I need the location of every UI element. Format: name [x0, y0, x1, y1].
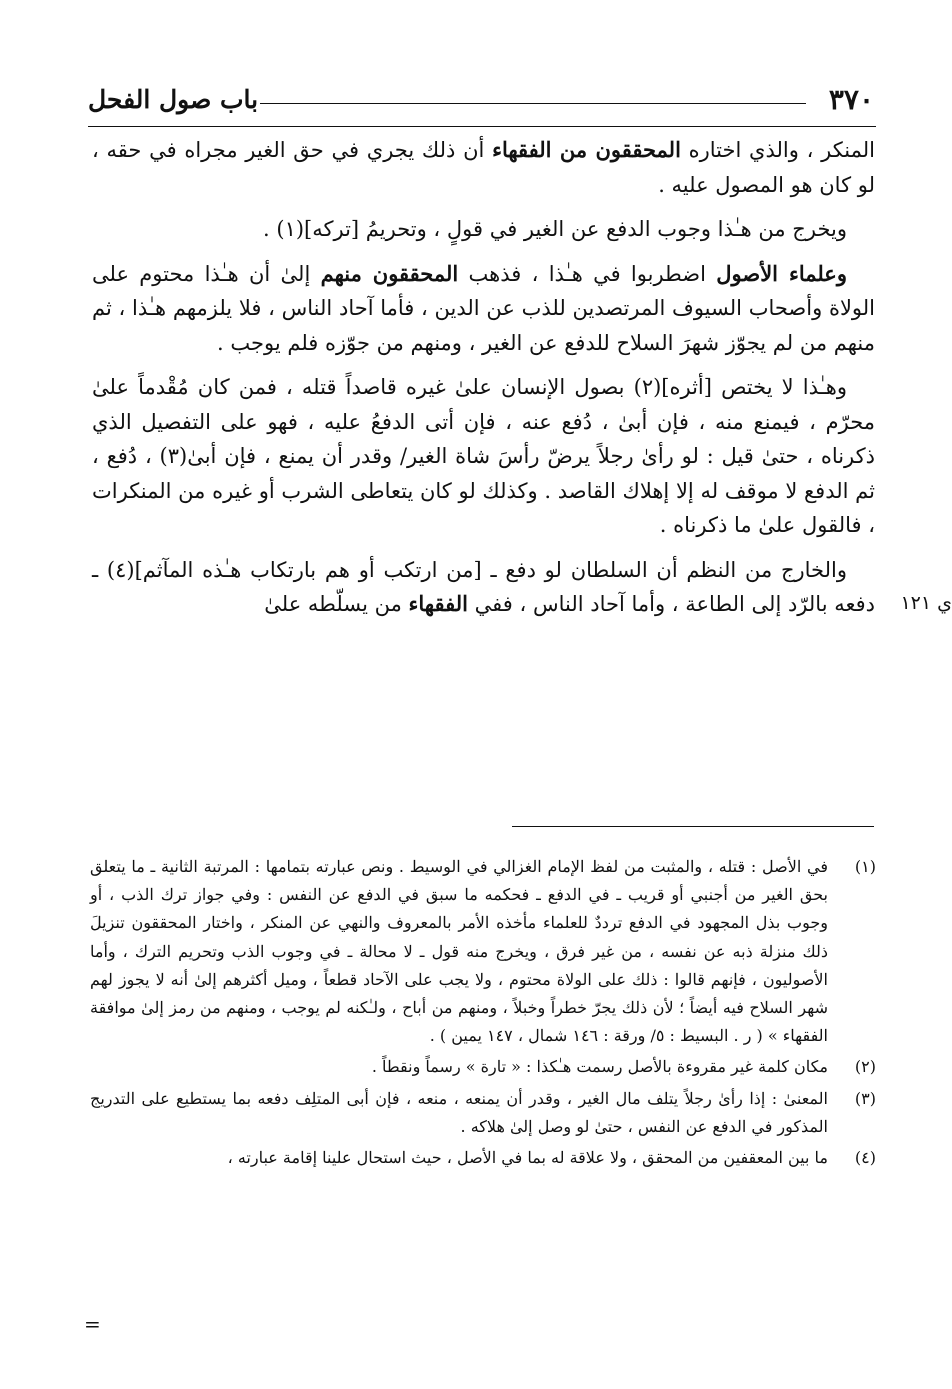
footnote-number: (٣)	[854, 1088, 876, 1108]
footnote-text: في الأصل : قتله ، والمثبت من لفظ الإمام الغزالي في الوسيط . ونص عبارته بتمامها : المرتبة الثانية ـ ما يتعلق بحق الغير من أجنبي أو قريب ـ في الدفع ـ فحكمه ما سبق في الدفع عن النفس : وفي جواز ترك الذب ، أو وجوب بذل المجهود في الدفع ترددٌ للعلماء مأخذه الأمر بالمعروف والنهي عن المنكر ، واختار المحققون تنزيلَ ذلك منزلة ذبه عن نفسه ، من غير فرق ، ويخرج منه قول ـ لا محالة ـ في وجوب الذب وتحريم الترك ، وأما الأصوليون ، فإنهم قالوا : ذلك على الولاة محتوم ، ولا يجب على الآحاد قطعاً ، وميل أكثرهم إلىٰ أنه لا يجوز لهم شهر السلاح فيه أيضاً ؛ لأن ذلك يجرّ خطراً وخبلاً ، ومنهم من أباح ، ولـٰكنه لم يوجب ، ومنهم من رمز إلىٰ موافقة الفقهاء » ( ر . البسيط : ٥/ ورقة : ١٤٦ شمال ، ١٤٧ يمين ) .	[90, 857, 829, 1046]
footnote	[90, 1144, 876, 1172]
paragraph-1: المنكر ، والذي اختاره المحققون من الفقهاء أن ذلك يجري في حق الغير مجراه في حقه ، لو كان هو المصول عليه .	[92, 137, 875, 197]
continuation-mark: =	[84, 1312, 101, 1336]
paragraph-5: والخارج من النظم أن السلطان لو دفع ـ [من ارتكب أو هم بارتكاب هـٰذه المآثم](٤) ـ دفعه بالرّد إلى الطاعة ، وأما آحاد الناس ، ففي الفقهاء من يسلّطه علىٰ	[92, 557, 875, 616]
footnote-number: (٢)	[854, 1057, 876, 1077]
running-title: باب صول الفحل	[88, 85, 259, 114]
footnote-number: (٤)	[854, 1148, 876, 1168]
page-header	[88, 82, 878, 122]
header-underline	[88, 126, 876, 127]
footnote	[90, 1053, 876, 1081]
footnote-text: مكان كلمة غير مقروءة بالأصل رسمت هـٰكذا : « تارة » رسماً ونقطاً .	[371, 1057, 828, 1077]
paragraph-4: وهـٰذا لا يختص [أثره](٢) بصول الإنسان علىٰ غيره قاصداً قتله ، فمن كان مُقْدماً علىٰ محرّم ، فيمنع منه ، فإن أبىٰ ، دُفع عنه ، فإن أتى الدفعُ عليه ، فهو على التفصيل الذي ذكرناه ، حتىٰ قيل : لو رأىٰ رجلاً يرضّ رأسَ شاة الغير/ وقدر أن يمنع ، فإن أبىٰ(٣) ، دُفع ، ثم الدفع لا موقف له إلا إهلاك القاصد . وكذلك لو كان يتعاطى الشرب أو غيره من المنكرات ، فالقول علىٰ ما ذكرناه .	[92, 375, 875, 537]
paragraph-3: وعلماء الأصول اضطربوا في هـٰذا ، فذهب المحققون منهم إلىٰ أن هـٰذا محتوم على الولاة وأصحاب السيوف المرتصدين للذب عن الدين ، فأما آحاد الناس ، فلا يلزمهم هـٰذا ، ثم منهم من لم يجوّز شهرَ السلاح للدفع عن الغير ، ومنهم من جوّزه فلم يوجب .	[92, 260, 875, 355]
header-rule	[260, 103, 806, 104]
footnotes	[90, 853, 876, 1172]
manuscript-folio-marker: ي ١٢١	[900, 592, 952, 614]
footnote-text: المعنىٰ : إذا رأىٰ رجلاً يتلف مال الغير ، وقدر أن يمنعه ، منعه ، فإن أبى المتلِف دفعه بما يستطيع على التدريج المذكور في الدفع عن النفس ، حتىٰ لو وصل إلىٰ هلاكه .	[90, 1088, 828, 1136]
main-text	[92, 133, 875, 622]
bold-term: المحققون من الفقهاء	[492, 137, 681, 162]
bold-term: وعلماء الأصول	[716, 260, 847, 286]
paragraph-2: ويخرج من هـٰذا وجوب الدفع عن الغير في قولٍ ، وتحريمُ [تركه](١) .	[263, 217, 847, 241]
bold-term: المحققون منهم	[320, 260, 459, 286]
footnote-text: ما بين المعقفين من المحقق ، ولا علاقة له بما في الأصل ، حيث استحال علينا إقامة عبارته ،	[227, 1148, 828, 1168]
footnote	[90, 1085, 876, 1141]
footnote-number: (١)	[854, 857, 876, 876]
page-number: ٣٧٠	[828, 83, 874, 116]
bold-term: الفقهاء	[408, 591, 468, 616]
footnote-separator	[512, 826, 874, 827]
footnote	[90, 853, 876, 1050]
